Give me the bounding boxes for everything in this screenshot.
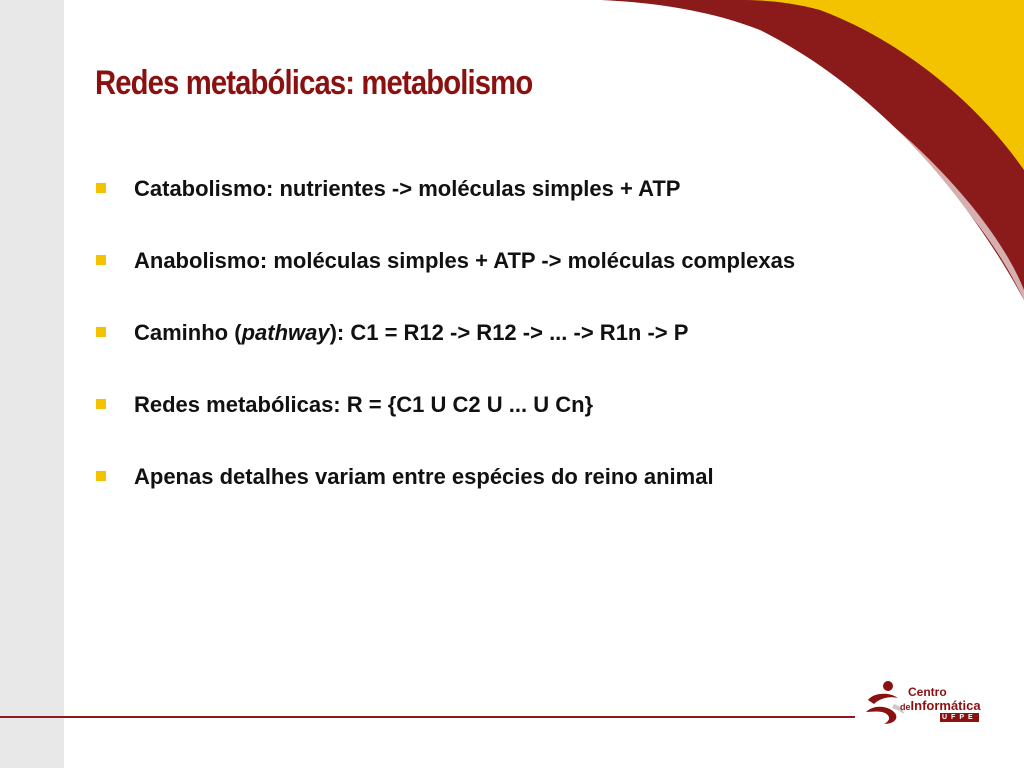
bullet-item [96,388,876,422]
bullet-item [96,244,876,278]
bullet-square-icon [96,471,106,481]
bullet-text: Apenas detalhes variam entre espécies do reino animal [134,464,714,489]
bullet-item [96,460,876,494]
bullet-text: Catabolismo: nutrientes -> moléculas simples + ATP [134,176,681,201]
logo-text-ufpe: UFPE [942,714,977,721]
bullet-square-icon [96,327,106,337]
bullet-text: Anabolismo: moléculas simples + ATP -> moléculas complexas [134,248,796,273]
bullet-list [96,172,876,532]
bullet-text-part: Caminho ( [134,320,242,345]
logo-text-informatica: deInformática [900,698,981,713]
bullet-text-part: ): C1 = R12 -> R12 -> ... -> R1n -> P [329,320,689,345]
centro-de-informatica-logo [864,678,996,728]
bullet-item [96,172,876,206]
bullet-item [96,316,876,350]
bullet-square-icon [96,255,106,265]
logo-text-centro: Centro [908,685,947,699]
bullet-text: Redes metabólicas: R = {C1 U C2 U ... U Cn} [134,392,594,417]
bullet-square-icon [96,183,106,193]
bullet-square-icon [96,399,106,409]
bullet-text-italic: pathway [241,320,330,345]
bullet-text [134,316,688,350]
footer-divider [0,716,855,718]
slide-title: Redes metabólicas: metabolismo [95,64,533,102]
